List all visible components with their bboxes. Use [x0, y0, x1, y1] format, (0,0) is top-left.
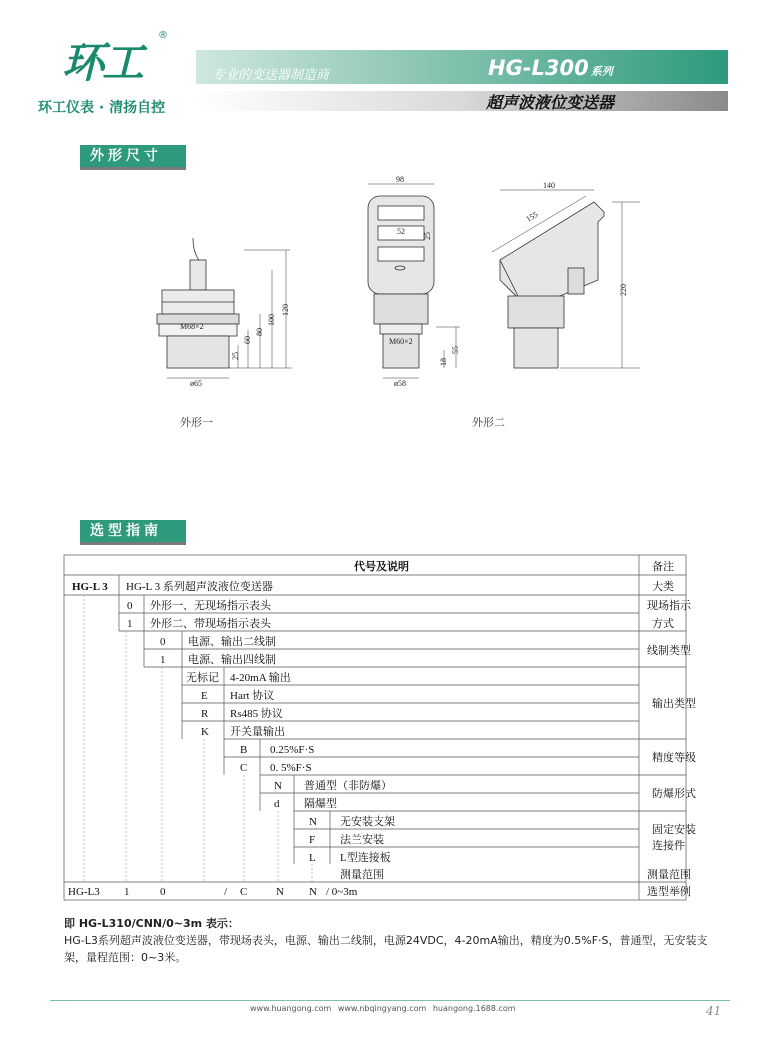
- row-14-code: F: [309, 834, 316, 846]
- row-1-desc: 外形一、无现场指示表头: [150, 600, 271, 612]
- row-10-desc: 0. 5%F·S: [270, 762, 312, 774]
- row-14-desc: 法兰安装: [340, 834, 384, 846]
- fig1-dim-80: 80: [255, 328, 264, 336]
- figure-1-caption: 外形一: [180, 416, 213, 429]
- row-5-note: 输出类型: [652, 698, 696, 710]
- row-6-desc: Hart 协议: [230, 690, 275, 702]
- row-13-desc: 无安装支架: [340, 816, 395, 828]
- example-c7: / 0~3m: [326, 886, 358, 898]
- company-logo: 环工: [62, 38, 143, 87]
- fig2-front-window: 52: [397, 227, 405, 236]
- fig1-dim-25: 25: [231, 352, 240, 360]
- row-6-code: E: [201, 690, 208, 702]
- row-9-note: 精度等级: [652, 752, 696, 764]
- fig2-front-dim-18: 18: [439, 358, 448, 366]
- example-c5: N: [276, 886, 284, 898]
- brand-line: 环工仪表 · 清扬自控: [38, 100, 166, 116]
- row-3-code: 0: [160, 636, 166, 648]
- fig2-front-thread: M60×2: [389, 337, 413, 346]
- row-16-desc: 测量范围: [340, 869, 384, 881]
- example-c6: N: [309, 886, 317, 898]
- fig2-side-width: 140: [543, 181, 555, 190]
- row-5-code: 无标记: [186, 672, 219, 684]
- fig2-side-diag: 155: [524, 209, 540, 224]
- registered-mark: ®: [158, 30, 168, 41]
- row-7-desc: Rs485 协议: [230, 708, 283, 720]
- figure-2-front-drawing: [368, 184, 460, 378]
- row-0-desc: HG-L 3 系列超声波液位变送器: [126, 581, 273, 593]
- row-8-code: K: [201, 726, 209, 738]
- row-1-note: 现场指示: [647, 600, 691, 612]
- dimension-drawings: [0, 0, 777, 470]
- row-9-desc: 0.25%F·S: [270, 744, 315, 756]
- footer-divider: [50, 1000, 730, 1001]
- fig1-thread-label: M68×2: [180, 322, 204, 331]
- row-7-code: R: [201, 708, 209, 720]
- table-header-note: 备注: [652, 561, 674, 573]
- example-c2: 0: [160, 886, 166, 898]
- row-14-note: 连接件: [652, 840, 685, 852]
- figure-1-drawing: [157, 238, 292, 378]
- section-dimensions-title: 外形尺寸: [80, 145, 186, 170]
- fig1-dim-100: 100: [267, 314, 276, 326]
- figure-2-caption: 外形二: [472, 416, 505, 429]
- row-10-code: C: [240, 762, 248, 774]
- example-explanation-body: HG-L3系列超声波液位变送器，带现场表头，电源、输出二线制，电源24VDC，4-20mA输出，精度为0.5%F·S，普通型，无安装支架，量程范围：0~3米。: [64, 934, 708, 964]
- table-header-code: 代号及说明: [354, 561, 409, 573]
- example-c3: /: [224, 886, 228, 898]
- row-11-code: N: [274, 780, 282, 792]
- row-1-code: 0: [127, 600, 133, 612]
- row-0-note: 大类: [652, 581, 674, 593]
- row-15-desc: L型连接板: [340, 852, 391, 864]
- row-5-desc: 4-20mA 输出: [230, 672, 291, 684]
- figure-2-side-drawing: [492, 190, 640, 368]
- fig2-side-height: 220: [619, 284, 628, 296]
- row-4-code: 1: [160, 654, 166, 666]
- example-c4: C: [240, 886, 248, 898]
- row-3-desc: 电源、输出二线制: [188, 636, 276, 648]
- row-2-note: 方式: [652, 618, 674, 630]
- example-c1: 1: [124, 886, 130, 898]
- fig2-front-diameter: ø58: [394, 379, 406, 388]
- row-11-note: 防爆形式: [652, 788, 696, 800]
- fig1-dim-60: 60: [243, 336, 252, 344]
- row-2-code: 1: [127, 618, 133, 630]
- selection-table: [64, 555, 696, 900]
- row-15-code: L: [309, 852, 316, 864]
- row-0-code: HG-L 3: [72, 581, 108, 593]
- row-3-note: 线制类型: [647, 645, 691, 657]
- row-13-note: 固定安装: [652, 824, 696, 836]
- model-name: HG-L300: [488, 56, 589, 80]
- fig2-front-window-h: 25: [423, 232, 432, 240]
- series-suffix: 系列: [590, 65, 613, 78]
- row-8-desc: 开关量输出: [230, 726, 285, 738]
- row-13-code: N: [309, 816, 317, 828]
- header-slogan: 专业的变送器制造商: [212, 68, 330, 83]
- example-model: HG-L3: [68, 886, 100, 898]
- example-explanation-title: 即 HG-L310/CNN/0~3m 表示：: [64, 917, 239, 930]
- fig2-front-width: 98: [396, 175, 404, 184]
- fig1-dim-120: 120: [281, 304, 290, 316]
- footer-urls: www.huangong.com www.nbqingyang.com huangong.1688.com: [250, 1004, 516, 1013]
- fig2-front-dim-55: 55: [451, 346, 460, 354]
- page-number: 41: [706, 1004, 722, 1018]
- row-9-code: B: [240, 744, 248, 756]
- row-4-desc: 电源、输出四线制: [188, 654, 276, 666]
- section-selection-title: 选型指南: [80, 520, 186, 545]
- row-2-desc: 外形二、带现场指示表头: [150, 618, 271, 630]
- row-12-desc: 隔爆型: [304, 798, 337, 810]
- page-title: 超声波液位变送器: [486, 93, 615, 112]
- row-11-desc: 普通型（非防爆）: [304, 780, 392, 792]
- fig1-diameter-label: ø65: [190, 379, 202, 388]
- example-note: 选型举例: [647, 886, 691, 898]
- row-16-note: 测量范围: [647, 869, 691, 881]
- row-12-code: d: [274, 798, 280, 810]
